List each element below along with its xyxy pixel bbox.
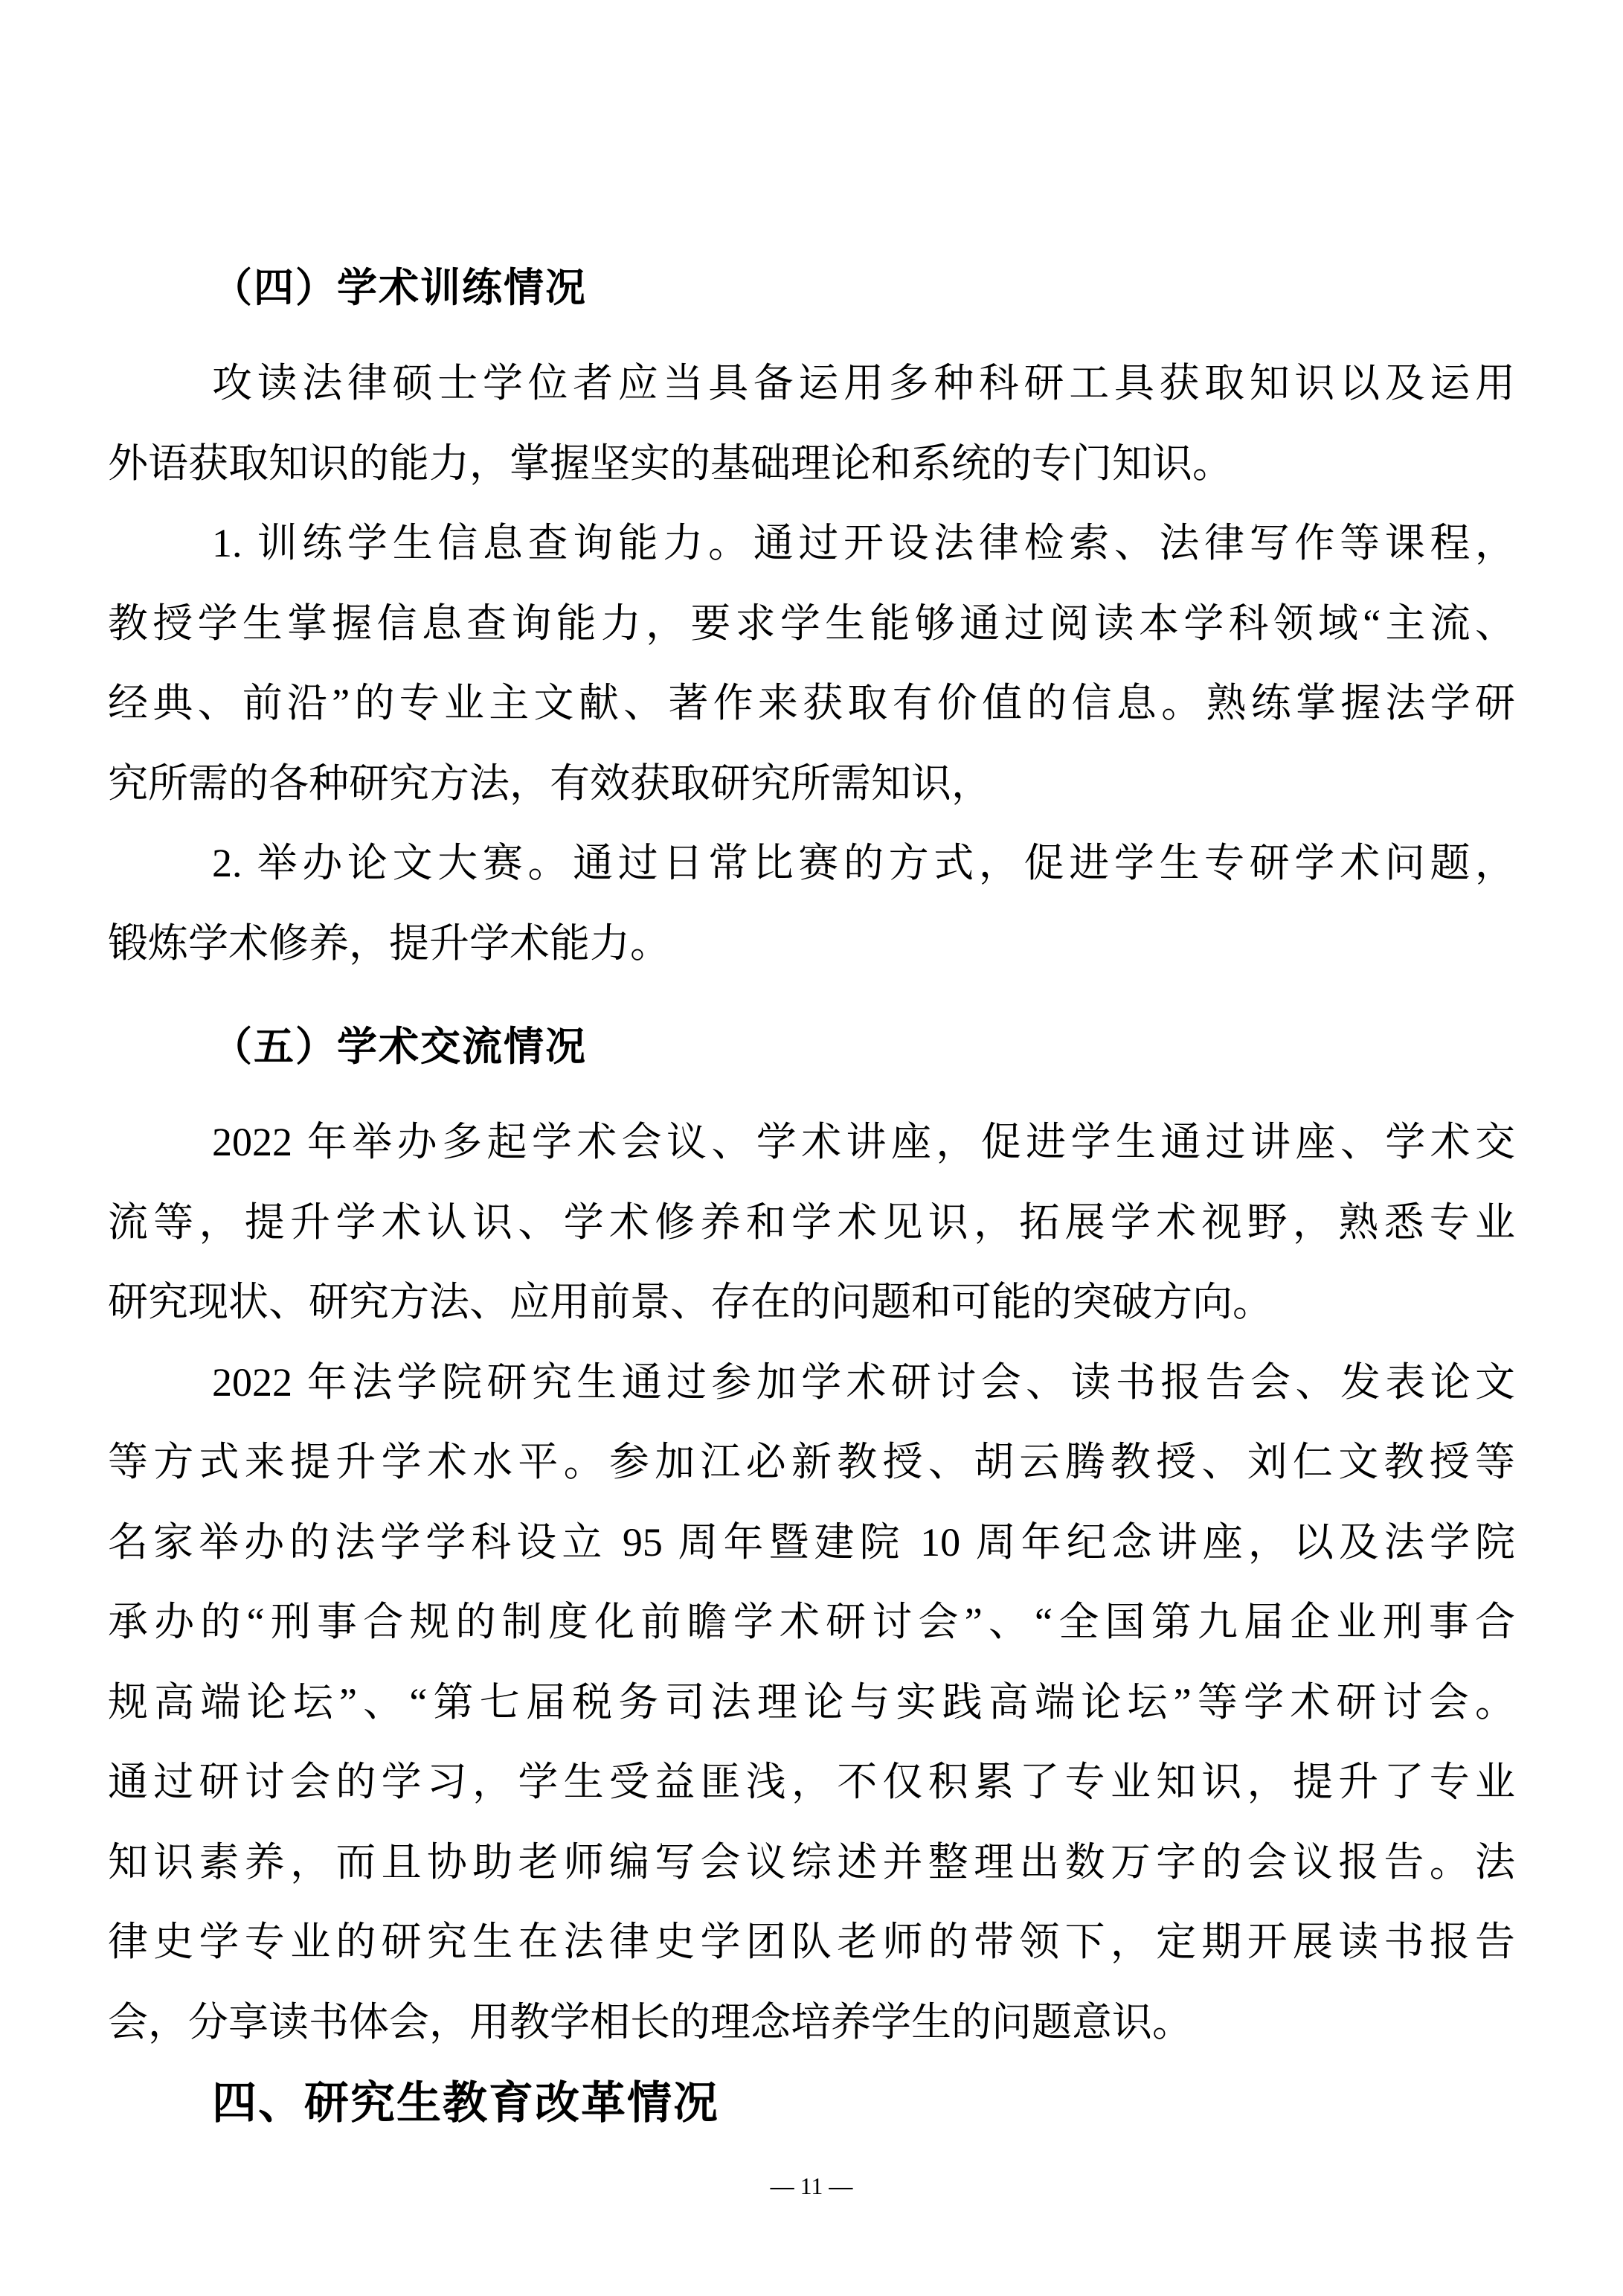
section-heading: （四）学术训练情况 (212, 266, 587, 310)
text-line: 流等，提升学术认识、学术修养和学术见识，拓展学术视野，熟悉专业 (108, 1199, 1515, 1245)
text-line: 名家举办的法学学科设立 95 周年暨建院 10 周年纪念讲座，以及法学院 (108, 1519, 1515, 1565)
paragraph (108, 344, 1515, 504)
text-line: 外语获取知识的能力，掌握坚实的基础理论和系统的专门知识。 (108, 440, 1232, 486)
text-line: 承办的“刑事合规的制度化前瞻学术研讨会”、“全国第九届企业刑事合 (108, 1600, 1515, 1644)
text-line: 经典、前沿”的专业主文献、著作来获取有价值的信息。熟练掌握法学研 (108, 681, 1515, 725)
page-number: — 11 — (770, 2172, 853, 2199)
text-line: 2022 年法学院研究生通过参加学术研讨会、读书报告会、发表论文 (212, 1359, 1515, 1405)
paragraph (108, 504, 1515, 824)
paragraph (108, 1103, 1515, 1343)
text-line: 等方式来提升学术水平。参加江必新教授、胡云腾教授、刘仁文教授等 (108, 1440, 1515, 1484)
text-line: 研究现状、研究方法、应用前景、存在的问题和可能的突破方向。 (108, 1280, 1273, 1324)
text-line: 知识素养，而且协助老师编写会议综述并整理出数万字的会议报告。法 (108, 1839, 1515, 1885)
paragraph (108, 824, 1515, 984)
text-line: 教授学生掌握信息查询能力，要求学生能够通过阅读本学科领域“主流、 (108, 600, 1515, 646)
paragraph (108, 1343, 1515, 2063)
text-line: 通过研讨会的学习，学生受益匪浅，不仅积累了专业知识，提升了专业 (108, 1760, 1515, 1804)
text-line: 规高端论坛”、“第七届税务司法理论与实践高端论坛”等学术研讨会。 (108, 1679, 1515, 1725)
text-line: 1. 训练学生信息查询能力。通过开设法律检索、法律写作等课程， (212, 521, 1515, 565)
document-content (108, 225, 1515, 2144)
text-line: 锻炼学术修养，提升学术能力。 (108, 920, 670, 966)
text-line: 究所需的各种研究方法，有效获取研究所需知识， (108, 760, 992, 806)
text-line: 2. 举办论文大赛。通过日常比赛的方式，促进学生专研学术问题， (212, 841, 1515, 885)
section-heading: （五）学术交流情况 (212, 1024, 587, 1069)
text-line: 会，分享读书体会，用教学相长的理念培养学生的问题意识。 (108, 1999, 1192, 2045)
text-line: 2022 年举办多起学术会议、学术讲座，促进学生通过讲座、学术交 (212, 1120, 1515, 1164)
section-heading: 四、研究生教育改革情况 (212, 2078, 719, 2128)
text-line: 攻读法律硕士学位者应当具备运用多种科研工具获取知识以及运用 (212, 361, 1515, 405)
text-line: 律史学专业的研究生在法律史学团队老师的带领下，定期开展读书报告 (108, 1920, 1515, 1964)
